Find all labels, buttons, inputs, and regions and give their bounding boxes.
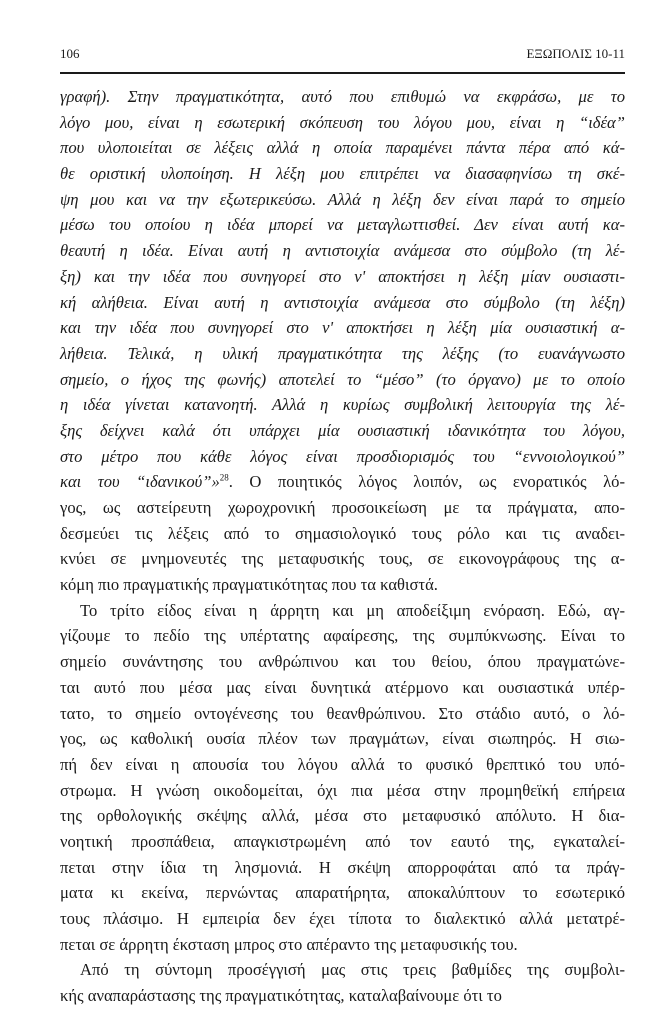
text-run: τατο, το σημείο οντογένεσης του θεανθρώπινου. Στο στάδιο αυτό, ο λό-	[60, 703, 625, 723]
text-run: πεται σε άρρητη έκσταση μπρος στο απέραντο της μεταφυσικής του.	[60, 934, 518, 954]
text-line	[60, 803, 625, 829]
text-run: και του “ιδανικού”»	[60, 472, 220, 492]
text-line	[60, 829, 625, 855]
text-run: ται αυτό που μέσα μας είναι δυνητικά ατέρμονο και ουσιαστικά υπέρ-	[60, 677, 625, 697]
text-run: γίζουμε το πεδίο της υπέρτατης αφαίρεσης, της συμπύκνωσης. Είναι το	[60, 626, 625, 646]
text-line	[60, 341, 625, 367]
text-run: γραφή). Στην πραγματικότητα, αυτό που επιθυμώ να εκφράσω, με το	[60, 87, 625, 106]
text-run: θε οριστική υλοποίηση. Η λέξη μου επιτρέπει να διασαφηνίσω τη σκέ-	[60, 164, 625, 184]
text-run: πή δεν είναι η απουσία του λόγου αλλά το φυσικό θρεπτικό του υπό-	[60, 754, 625, 774]
text-run: ψη μου και να την εξωτερικεύσω. Αλλά η λέξη δεν είναι παρά το σημείο	[60, 189, 625, 209]
text-run: τους πλάσιμο. Η εμπειρία δεν έχει τίποτα το διαλεκτικό αλλά μετατρέ-	[60, 909, 625, 928]
text-run: της ορθολογικής σκέψης αλλά, μέσα στο μεταφυσικό απόλυτο. Η δια-	[60, 806, 625, 826]
header-rule	[60, 72, 625, 74]
text-line	[60, 84, 625, 110]
text-line	[60, 726, 625, 752]
text-line	[60, 546, 625, 572]
text-run: κόμη πιο πραγματικής πραγματικότητας που τα καθιστά.	[60, 575, 438, 595]
text-run: μέσω του οποίου η ιδέα μπορεί να μεταγλωττισθεί. Δεν είναι αυτή κα-	[60, 215, 625, 235]
text-run: κής αναπαράστασης της πραγματικότητας, καταλαβαίνουμε ότι το	[60, 986, 502, 1006]
text-run: κή αλήθεια. Είναι αυτή η αντιστοιχία ανάμεσα στο σύμβολο (τη λέξη)	[60, 292, 625, 312]
text-run: λόγο μου, είναι η εσωτερική σκόπευση του λόγου μου, είναι η “ιδέα”	[60, 112, 625, 132]
text-run: στρωμα. Η γνώση οικοδομείται, όχι πια μέσα στην προμηθεϊκή επήρεια	[60, 780, 625, 800]
text-run: η ιδέα γίνεται κατανοητή. Αλλά η κυρίως συμβολική λειτουργία της λέ-	[60, 395, 625, 415]
text-run: στο μέτρο που κάθε λόγος είναι προσδιορισμός του “εννοιολογικού”	[60, 446, 625, 466]
text-line	[60, 495, 625, 521]
text-line	[60, 598, 625, 624]
text-run: κνύει σε μνημονευτές της μεταφυσικής τους, σε εικονογράφους της α-	[60, 549, 625, 569]
text-line	[60, 187, 625, 213]
text-run: λήθεια. Τελικά, η υλική πραγματικότητα της λέξης (το ευανάγνωστο	[60, 343, 625, 363]
text-run: γος, ως αστείρευτη χωροχρονική προσοικείωση με τα πράγματα, απο-	[60, 498, 625, 517]
text-line	[60, 367, 625, 393]
text-line	[60, 418, 625, 444]
text-line	[60, 649, 625, 675]
running-header	[60, 46, 625, 62]
text-line	[60, 212, 625, 238]
text-line	[60, 572, 625, 598]
text-line	[60, 880, 625, 906]
text-line	[60, 932, 625, 958]
text-line	[60, 110, 625, 136]
text-run: Από τη σύντομη προσέγγισή μας στις τρεις βαθμίδες της συμβολι-	[80, 960, 625, 980]
text-line	[60, 238, 625, 264]
text-line	[60, 469, 625, 495]
text-run: που υλοποιείται σε λέξεις αλλά η οποία παραμένει πάντα πέρα από κά-	[60, 138, 625, 158]
text-line	[60, 392, 625, 418]
body-text	[60, 84, 625, 1009]
text-line	[60, 135, 625, 161]
text-run: νοητική προσπάθεια, απαγκιστρωμένη από τον εαυτό της, εγκαταλεί-	[60, 831, 625, 851]
text-run: και την ιδέα που συνηγορεί στο ν' αποκτήσει η λέξη μία ουσιαστική α-	[60, 318, 625, 338]
text-line	[60, 444, 625, 470]
text-line	[60, 161, 625, 187]
footnote-ref: 28	[219, 472, 229, 483]
text-line	[60, 855, 625, 881]
text-run: ματα κι εκείνα, περνώντας απαρατήρητα, αποκαλύπτουν το εσωτερικό	[60, 883, 625, 903]
text-run: θεαυτή η ιδέα. Είναι αυτή η αντιστοιχία ανάμεσα στο σύμβολο (τη λέ-	[60, 241, 625, 261]
text-run: γος, ως καθολική ουσία πλέον των πραγμάτων, είναι σιωπηρός. Η σιω-	[60, 729, 625, 749]
text-run: Το τρίτο είδος είναι η άρρητη και μη αποδείξιμη ενόραση. Εδώ, αγ-	[80, 600, 625, 620]
text-run: ξη) και την ιδέα που συνηγορεί στο ν' αποκτήσει η λέξη μίαν ουσιαστι-	[60, 266, 625, 286]
text-run: πεται στην ίδια τη λησμονιά. Η σκέψη απορροφάται από τα πράγ-	[60, 857, 625, 877]
text-line	[60, 623, 625, 649]
text-run: σημείο, ο ήχος της φωνής) αποτελεί το “μέσο” (το όργανο) με το οποίο	[60, 369, 625, 389]
text-line	[60, 957, 625, 983]
text-run: δεσμεύει τις λέξεις από το σημασιολογικό τους ρόλο και τις αναδει-	[60, 523, 625, 543]
text-line	[60, 315, 625, 341]
text-line	[60, 906, 625, 932]
text-line	[60, 752, 625, 778]
text-run: σημείο συνάντησης του ανθρώπινου και του θείου, όπου πραγματώνε-	[60, 652, 625, 672]
text-line	[60, 521, 625, 547]
text-line	[60, 778, 625, 804]
text-line	[60, 290, 625, 316]
text-line	[60, 701, 625, 727]
text-line	[60, 675, 625, 701]
running-title: ΕΞΩΠΟΛΙΣ 10-11	[526, 46, 625, 61]
text-run: . Ο ποιητικός λόγος λοιπόν, ως ενορατικός λό-	[228, 472, 625, 492]
page-number: 106	[60, 46, 80, 61]
text-line	[60, 264, 625, 290]
text-line	[60, 983, 625, 1009]
text-run: ξης δείχνει καλά ότι υπάρχει μία ουσιαστική ιδανικότητα του λόγου,	[60, 420, 625, 440]
